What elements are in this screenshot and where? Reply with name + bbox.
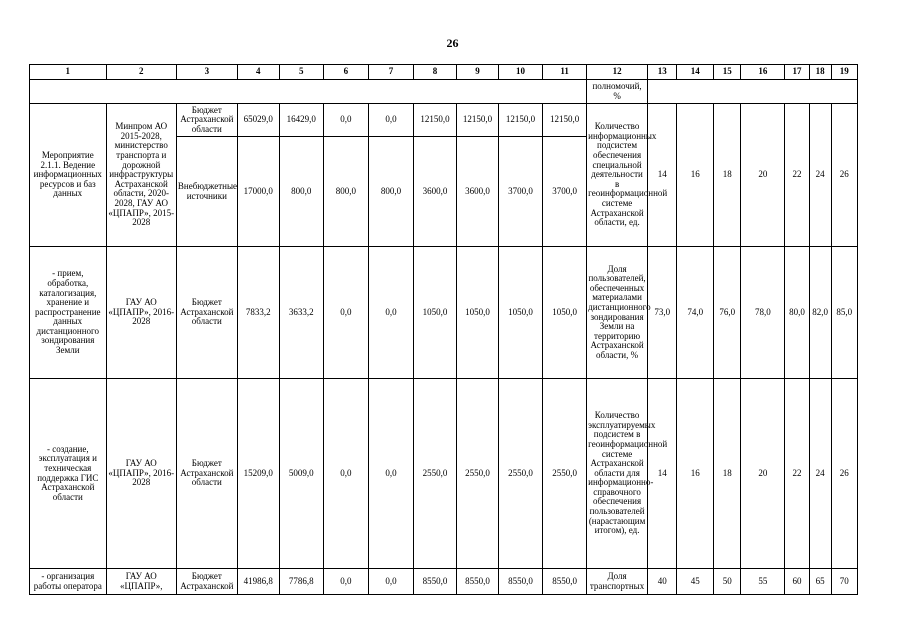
target-cell: 26 (831, 379, 857, 569)
column-number: 18 (809, 65, 831, 80)
value-cell: 0,0 (368, 379, 413, 569)
value-cell: 15209,0 (237, 379, 279, 569)
target-cell: 20 (741, 104, 785, 247)
executor-cell: Минпром АО 2015-2028, министерство транспорта и дорожной инфраструктуры Астраханской области, 2020-2028, ГАУ АО «ЦПАПР», 2015-2028 (106, 104, 176, 247)
value-cell: 8550,0 (543, 569, 587, 595)
value-cell: 3600,0 (414, 137, 457, 247)
value-cell: 800,0 (368, 137, 413, 247)
executor-cell: ГАУ АО «ЦПАПР», 2016-2028 (106, 247, 176, 379)
table-row (30, 379, 858, 569)
target-cell: 65 (809, 569, 831, 595)
value-cell: 41986,8 (237, 569, 279, 595)
value-cell: 0,0 (368, 247, 413, 379)
column-number: 16 (741, 65, 785, 80)
value-cell: 3700,0 (543, 137, 587, 247)
target-cell: 18 (714, 379, 741, 569)
table-row (30, 569, 858, 595)
column-number: 7 (368, 65, 413, 80)
empty-cell (648, 80, 858, 104)
target-cell: 74,0 (677, 247, 714, 379)
value-cell: 12150,0 (457, 104, 499, 137)
target-cell: 85,0 (831, 247, 857, 379)
funding-source: Бюджет Астраханской области (176, 379, 237, 569)
column-number: 13 (648, 65, 677, 80)
value-cell: 1050,0 (499, 247, 543, 379)
target-cell: 76,0 (714, 247, 741, 379)
value-cell: 2550,0 (457, 379, 499, 569)
target-cell: 80,0 (785, 247, 809, 379)
value-cell: 17000,0 (237, 137, 279, 247)
value-cell: 65029,0 (237, 104, 279, 137)
target-cell: 60 (785, 569, 809, 595)
column-number: 19 (831, 65, 857, 80)
column-number: 9 (457, 65, 499, 80)
indicator-cell: Доля пользователей, обеспеченных материалами дистанционного зондирования Земли на территорию Астраханской области, % (587, 247, 648, 379)
target-cell: 26 (831, 104, 857, 247)
column-number: 11 (543, 65, 587, 80)
funding-source: Бюджет Астраханской области (176, 247, 237, 379)
target-cell: 16 (677, 379, 714, 569)
target-cell: 73,0 (648, 247, 677, 379)
column-number: 4 (237, 65, 279, 80)
funding-source: Бюджет Астраханской области (176, 104, 237, 137)
column-number: 1 (30, 65, 107, 80)
target-cell: 18 (714, 104, 741, 247)
page-number: 26 (446, 36, 459, 50)
target-cell: 70 (831, 569, 857, 595)
column-number: 2 (106, 65, 176, 80)
value-cell: 2550,0 (499, 379, 543, 569)
value-cell: 5009,0 (279, 379, 323, 569)
value-cell: 800,0 (279, 137, 323, 247)
target-cell: 16 (677, 104, 714, 247)
target-cell: 45 (677, 569, 714, 595)
value-cell: 16429,0 (279, 104, 323, 137)
value-cell: 8550,0 (499, 569, 543, 595)
value-cell: 3600,0 (457, 137, 499, 247)
value-cell: 8550,0 (457, 569, 499, 595)
value-cell: 8550,0 (414, 569, 457, 595)
activity-name: - прием, обработка, каталогизация, хранение и распространение данных дистанционного зондирования Земли (30, 247, 107, 379)
column-number: 17 (785, 65, 809, 80)
indicator-cell: Количество информационных подсистем обеспечения специальной деятельности в геоинформационной системе Астраханской области, ед. (587, 104, 648, 247)
column-number: 10 (499, 65, 543, 80)
target-cell: 24 (809, 104, 831, 247)
indicator-cell: полномочий, % (587, 80, 648, 104)
column-number: 6 (323, 65, 368, 80)
column-number: 15 (714, 65, 741, 80)
target-cell: 14 (648, 379, 677, 569)
target-cell: 14 (648, 104, 677, 247)
activity-name: - организация работы оператора (30, 569, 107, 595)
value-cell: 1050,0 (414, 247, 457, 379)
value-cell: 12150,0 (414, 104, 457, 137)
target-cell: 55 (741, 569, 785, 595)
table-row (30, 247, 858, 379)
activity-name: - создание, эксплуатация и техническая поддержка ГИС Астраханской области (30, 379, 107, 569)
value-cell: 0,0 (323, 379, 368, 569)
target-cell: 20 (741, 379, 785, 569)
value-cell: 3633,2 (279, 247, 323, 379)
target-cell: 82,0 (809, 247, 831, 379)
target-cell: 40 (648, 569, 677, 595)
funding-source: Бюджет Астраханской (176, 569, 237, 595)
column-number: 12 (587, 65, 648, 80)
empty-cell (30, 80, 587, 104)
funding-source: Внебюджетные источники (176, 137, 237, 247)
value-cell: 0,0 (368, 569, 413, 595)
value-cell: 3700,0 (499, 137, 543, 247)
table-row (30, 104, 858, 137)
value-cell: 0,0 (323, 247, 368, 379)
value-cell: 0,0 (368, 104, 413, 137)
target-cell: 22 (785, 104, 809, 247)
column-number: 14 (677, 65, 714, 80)
continuation-row (30, 80, 858, 104)
column-number-row (30, 65, 858, 80)
value-cell: 2550,0 (414, 379, 457, 569)
value-cell: 0,0 (323, 569, 368, 595)
value-cell: 7833,2 (237, 247, 279, 379)
target-cell: 78,0 (741, 247, 785, 379)
value-cell: 1050,0 (457, 247, 499, 379)
executor-cell: ГАУ АО «ЦПАПР», (106, 569, 176, 595)
value-cell: 1050,0 (543, 247, 587, 379)
indicator-cell: Доля транспортных (587, 569, 648, 595)
target-cell: 50 (714, 569, 741, 595)
column-number: 3 (176, 65, 237, 80)
executor-cell: ГАУ АО «ЦПАПР», 2016-2028 (106, 379, 176, 569)
program-table (29, 64, 858, 595)
value-cell: 7786,8 (279, 569, 323, 595)
value-cell: 12150,0 (499, 104, 543, 137)
indicator-cell: Количество эксплуатируемых подсистем в геоинформационной системе Астраханской области для информационно-справочного обеспечения пользователей (нарастающим итогом), ед. (587, 379, 648, 569)
value-cell: 800,0 (323, 137, 368, 247)
target-cell: 22 (785, 379, 809, 569)
value-cell: 12150,0 (543, 104, 587, 137)
activity-name: Мероприятие 2.1.1. Ведение информационных ресурсов и баз данных (30, 104, 107, 247)
column-number: 8 (414, 65, 457, 80)
value-cell: 2550,0 (543, 379, 587, 569)
value-cell: 0,0 (323, 104, 368, 137)
column-number: 5 (279, 65, 323, 80)
target-cell: 24 (809, 379, 831, 569)
